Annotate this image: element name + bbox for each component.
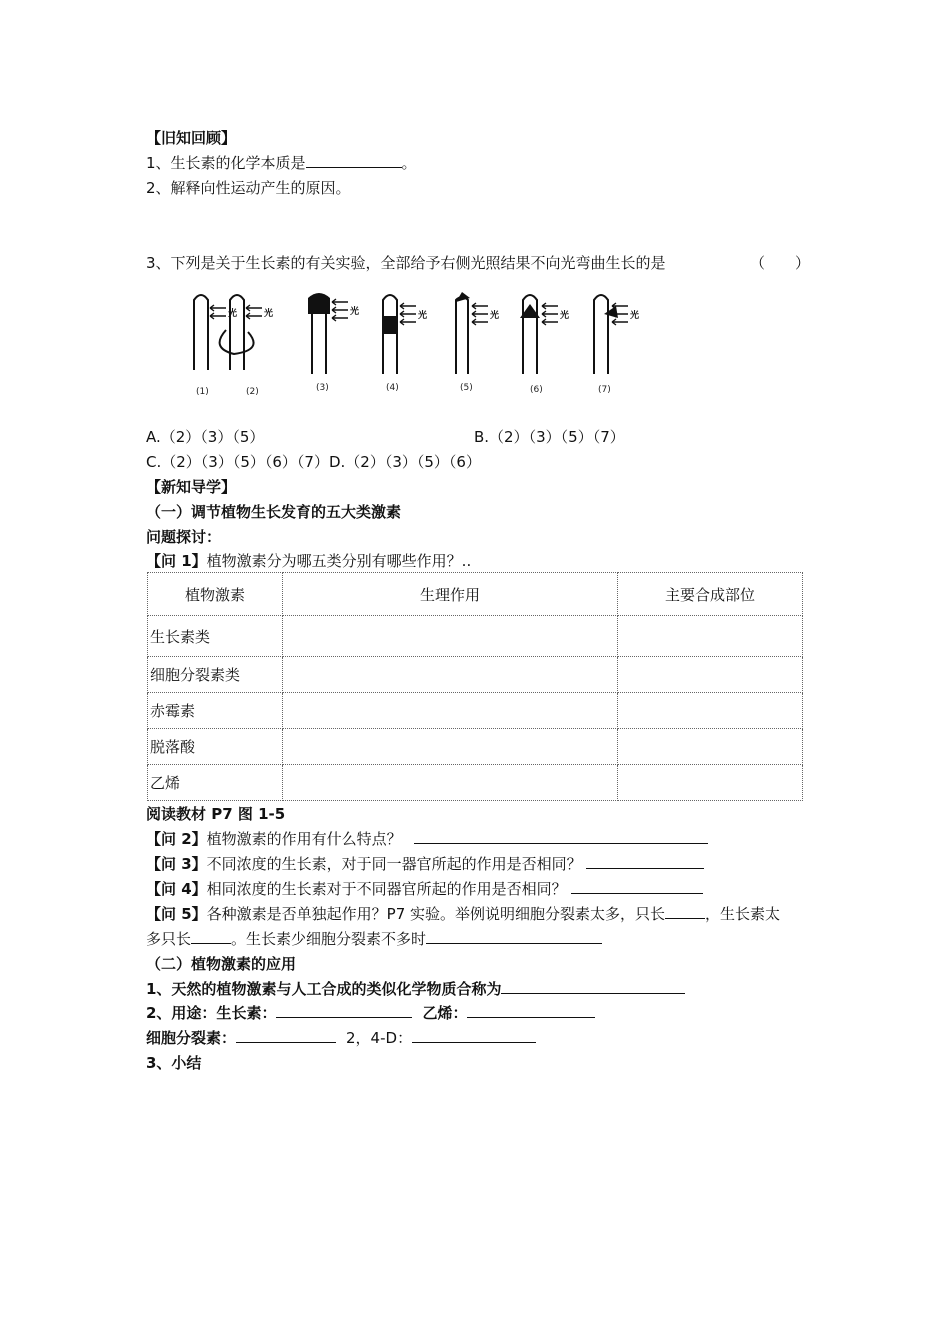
table-header-function: 生理作用: [283, 573, 618, 616]
review-heading: 【旧知回顾】: [146, 129, 237, 147]
option-a[interactable]: A.（2）（3）（5）: [146, 428, 265, 446]
light-arrows-2: [246, 305, 262, 319]
application-1: [146, 979, 685, 999]
coleoptile-4: [383, 295, 397, 374]
section-2-title: （二）植物激素的应用: [146, 955, 297, 973]
answer-blank[interactable]: [571, 879, 703, 894]
answer-blank[interactable]: [276, 1003, 412, 1018]
figure-label-4: (4): [386, 383, 399, 393]
table-cell-site[interactable]: [618, 765, 803, 801]
rotation-arrow: [220, 330, 254, 354]
answer-blank[interactable]: [306, 153, 402, 168]
table-cell-hormone: 赤霉素: [148, 693, 283, 729]
light-label-6: 光: [560, 311, 570, 321]
summary-label: 3、小结: [146, 1054, 202, 1072]
light-arrows-4: [400, 303, 416, 325]
answer-blank[interactable]: [501, 979, 685, 994]
application-1-text: 1、天然的植物激素与人工合成的类似化学物质合称为: [146, 980, 502, 998]
table-cell-hormone: 脱落酸: [148, 729, 283, 765]
question-5: [146, 904, 780, 924]
answer-blank[interactable]: [191, 929, 231, 944]
question-5-text-c: 多只长: [146, 930, 192, 948]
table-cell-hormone: 细胞分裂素类: [148, 657, 283, 693]
review-question-3-paren: （ ）: [750, 254, 811, 272]
table-cell-function[interactable]: [283, 657, 618, 693]
question-4: [146, 879, 703, 899]
coleoptile-7: [594, 295, 608, 374]
question-3-text: 不同浓度的生长素，对于同一器官所起的作用是否相同？: [206, 855, 582, 873]
question-5-text-d: 。生长素少细胞分裂素不多时: [231, 930, 427, 948]
answer-blank[interactable]: [426, 929, 602, 944]
review-question-1: [146, 153, 417, 173]
review-question-1-text: 1、生长素的化学本质是: [146, 154, 306, 172]
answer-blank[interactable]: [586, 854, 704, 869]
figure-label-1: (1): [196, 387, 209, 397]
table-cell-site[interactable]: [618, 729, 803, 765]
option-b[interactable]: B.（2）（3）（5）（7）: [474, 428, 625, 446]
light-arrows-1: [210, 305, 226, 319]
table-cell-hormone: 乙烯: [148, 765, 283, 801]
coleoptile-2: [230, 295, 244, 370]
answer-blank[interactable]: [236, 1028, 336, 1043]
review-question-3: [146, 253, 811, 273]
table-row: [148, 657, 803, 693]
table-cell-hormone: 生长素类: [148, 616, 283, 657]
answer-blank[interactable]: [467, 1003, 595, 1018]
reading-note: 阅读教材 P7 图 1-5: [146, 805, 286, 823]
figure-label-3: (3): [316, 383, 329, 393]
opaque-cap-3: [308, 293, 330, 314]
light-label-5: 光: [490, 311, 500, 321]
coleoptile-1: [194, 295, 208, 370]
table-header-row: [148, 573, 803, 616]
light-arrows-5: [472, 303, 488, 325]
application-2-text-b: 乙烯：: [422, 1004, 468, 1022]
question-1-tag: 【问 1】: [146, 552, 207, 570]
question-1: [146, 551, 471, 571]
application-3-text-b: 2，4-D：: [346, 1029, 413, 1047]
question-4-tag: 【问 4】: [146, 880, 207, 898]
discussion-label: 问题探讨：: [146, 528, 222, 546]
light-label-4: 光: [418, 311, 428, 321]
table-cell-function[interactable]: [283, 693, 618, 729]
question-3-tag: 【问 3】: [146, 855, 207, 873]
figure-label-2: (2): [246, 387, 259, 397]
question-5-continued: [146, 929, 602, 949]
new-knowledge-heading: 【新知导学】: [146, 478, 237, 496]
light-arrows-3: [332, 299, 348, 321]
light-arrows-7: [612, 303, 628, 325]
light-arrows-6: [542, 303, 558, 325]
hormone-table: [147, 572, 803, 801]
experiment-figure: [186, 284, 666, 400]
light-label-2: 光: [264, 309, 274, 319]
review-question-2: 2、解释向性运动产生的原因。: [146, 179, 351, 197]
figure-label-6: (6): [530, 385, 543, 395]
review-question-1-end: 。: [401, 154, 417, 172]
answer-blank[interactable]: [412, 1028, 536, 1043]
light-label-1: 光: [228, 309, 238, 319]
table-cell-function[interactable]: [283, 765, 618, 801]
light-label-7: 光: [630, 311, 640, 321]
application-3-text-a: 细胞分裂素：: [146, 1029, 237, 1047]
opaque-sleeve-4: [382, 316, 398, 334]
question-2-text: 植物激素的作用有什么特点？: [206, 830, 402, 848]
table-cell-function[interactable]: [283, 729, 618, 765]
table-header-hormone: 植物激素: [148, 573, 283, 616]
table-header-site: 主要合成部位: [618, 573, 803, 616]
table-cell-site[interactable]: [618, 616, 803, 657]
question-3: [146, 854, 704, 874]
question-2: [146, 829, 708, 849]
light-label-3: 光: [350, 307, 360, 317]
table-cell-function[interactable]: [283, 616, 618, 657]
answer-blank[interactable]: [665, 904, 705, 919]
application-3: [146, 1028, 536, 1048]
option-c-d[interactable]: C.（2）（3）（5）（6）（7）D.（2）（3）（5）（6）: [146, 453, 481, 471]
question-1-text: 植物激素分为哪五类分别有哪些作用？..: [206, 552, 472, 570]
coleoptile-5: [456, 297, 468, 374]
application-2-text-a: 2、用途：生长素：: [146, 1004, 277, 1022]
application-2: [146, 1003, 595, 1023]
table-cell-site[interactable]: [618, 693, 803, 729]
answer-blank[interactable]: [414, 829, 708, 844]
table-cell-site[interactable]: [618, 657, 803, 693]
figure-label-5: (5): [460, 383, 473, 393]
question-5-text-b: ，生长素太: [705, 905, 781, 923]
question-4-text: 相同浓度的生长素对于不同器官所起的作用是否相同？: [206, 880, 567, 898]
question-2-tag: 【问 2】: [146, 830, 207, 848]
table-row: [148, 765, 803, 801]
table-row: [148, 729, 803, 765]
section-1-title: （一）调节植物生长发育的五大类激素: [146, 503, 402, 521]
review-question-3-text: 3、下列是关于生长素的有关实验，全部给予右侧光照结果不向光弯曲生长的是: [146, 254, 666, 272]
table-row: [148, 693, 803, 729]
table-row: [148, 616, 803, 657]
coleoptile-3: [312, 314, 326, 374]
figure-label-7: (7): [598, 385, 611, 395]
question-5-text-a: 各种激素是否单独起作用？P7 实验。举例说明细胞分裂素太多，只长: [206, 905, 666, 923]
question-5-tag: 【问 5】: [146, 905, 207, 923]
